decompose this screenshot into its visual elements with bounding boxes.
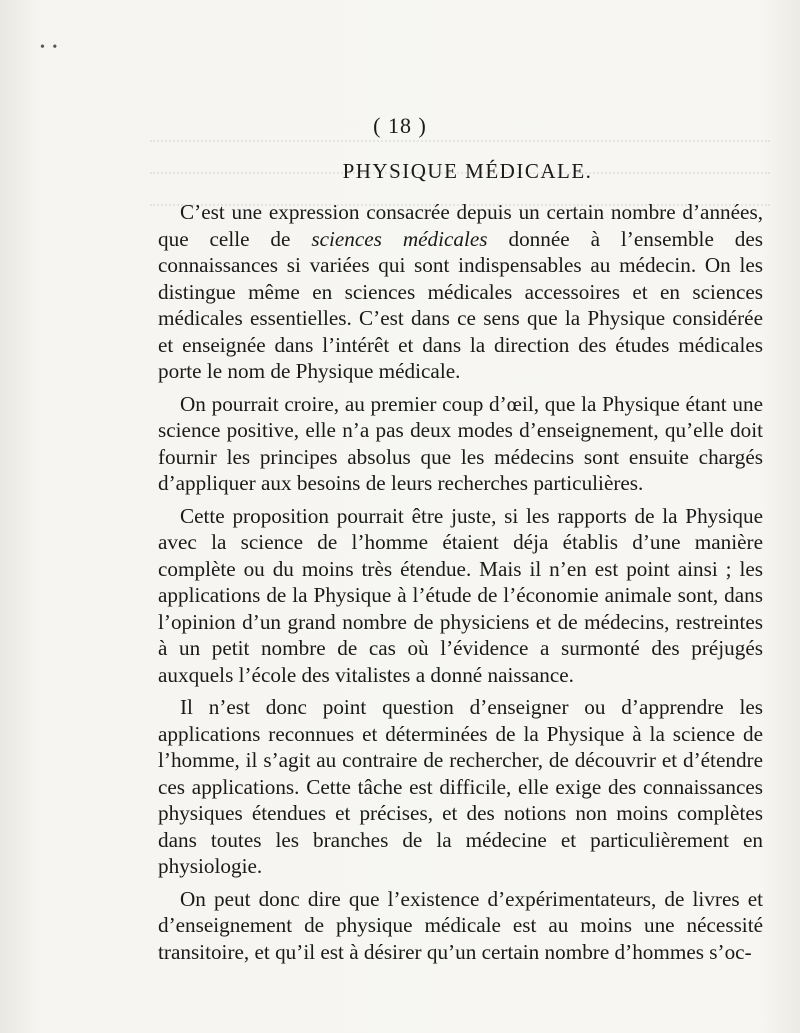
paragraph-text: On peut donc dire que l’existence d’expérimentateurs, de livres et d’enseignement de physique médicale est au moins une nécessité transitoire, et qu’il est à désirer qu’un certain nombre d’hommes s’oc-: [158, 886, 763, 964]
paragraph-text: On pourrait croire, au premier coup d’œil, que la Physique étant une science positive, elle n’a pas deux modes d’enseignement, qu’elle doit fournir les principes absolus que les médecins sont ensuite chargés d’appliquer aux besoins de leurs recherches particulières.: [158, 391, 763, 495]
paragraph-text: Cette proposition pourrait être juste, si les rapports de la Physique avec la science de l’homme étaient déja établis d’une manière complète ou du moins très étendue. Mais il n’en est point ainsi ; les applications de la Physique à l’étude de l’économie animale sont, dans l’opinion d’un grand nombre de physiciens et de médecins, restreintes à un petit nombre de cas où l’évidence a surmonté des préjugés auxquels l’école des vitalistes a donné naissance.: [158, 503, 763, 687]
page-number: ( 18 ): [373, 113, 427, 138]
paragraph-text: donnée à l’ensemble des connaissances si variées qui sont indispensables au médecin. On les distingue même en sciences médicales accessoires et en sciences médicales essentielles. C’est dans ce sens que la Physique considérée et enseignée dans l’intérêt et dans la direction des études médicales porte le nom de Physique médicale.: [158, 226, 764, 383]
paragraph-text: C’est une expression consacrée depuis un certain nombre d’années, que celle de: [158, 200, 763, 251]
italic-term: sciences médicales: [311, 226, 488, 251]
body-text: [158, 199, 763, 971]
paragraph-text: Il n’est donc point question d’enseigner ou d’apprendre les applications reconnues et déterminées de la Physique à la science de l’homme, il s’agit au contraire de rechercher, de découvrir et d’étendre ces applications. Cette tâche est difficile, elle exige des connaissances physiques étendues et précises, et des notions non moins complètes dans toutes les branches de la médecine et particulièrement en physiologie.: [158, 695, 763, 878]
paragraph: [158, 391, 763, 497]
print-specks: • •: [40, 40, 60, 55]
paragraph: [158, 199, 763, 385]
paragraph: [158, 503, 763, 689]
page-title: PHYSIQUE MÉDICALE.: [342, 159, 593, 183]
paragraph: [158, 694, 763, 880]
paragraph: [158, 886, 763, 966]
